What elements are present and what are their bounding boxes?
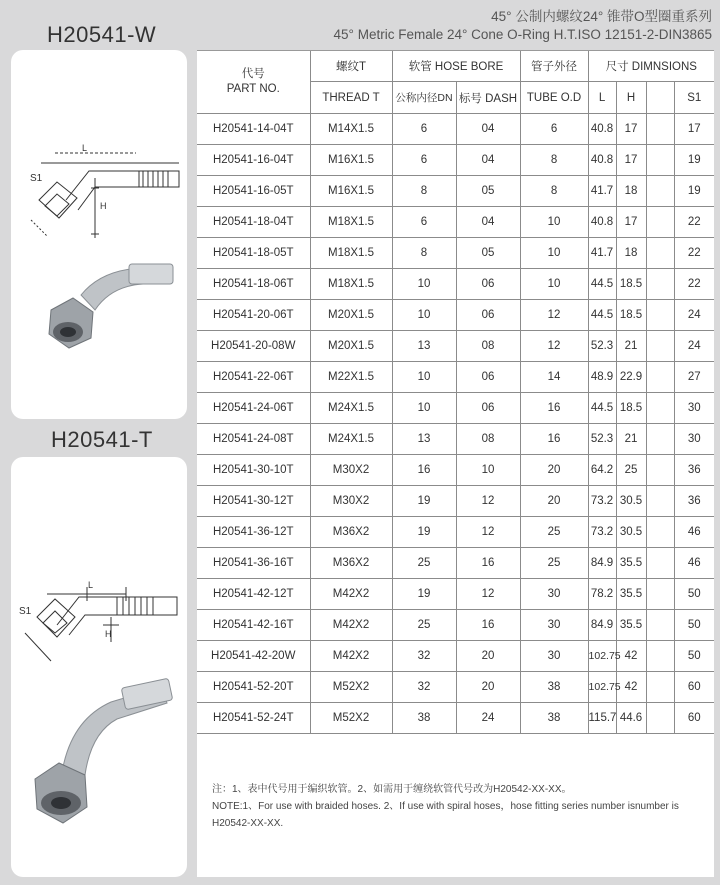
cell-h: 18.5 [616,300,646,331]
cell-l: 102.75 [588,672,616,703]
cell-blank [646,269,674,300]
cell-dash: 12 [456,579,520,610]
hose-bore-header: 软管 HOSE BORE [392,51,520,82]
cell-part: H20541-36-16T [197,548,310,579]
cell-dash: 08 [456,424,520,455]
cell-h: 44.6 [616,703,646,734]
cell-blank [646,672,674,703]
cell-blank [646,610,674,641]
cell-l: 73.2 [588,517,616,548]
table-row [197,393,714,424]
table-row [197,486,714,517]
dn-header: 公称内径DN [392,82,456,114]
cell-dash: 16 [456,610,520,641]
cell-thread: M36X2 [310,548,392,579]
table-row [197,269,714,300]
fitting-t-photo [35,678,173,823]
cell-dash: 06 [456,300,520,331]
cell-s1: 27 [674,362,714,393]
cell-l: 44.5 [588,393,616,424]
cell-part: H20541-42-20W [197,641,310,672]
cell-l: 41.7 [588,238,616,269]
cell-l: 115.7 [588,703,616,734]
diagram-t-l-label: L [88,580,94,590]
cell-blank [646,486,674,517]
cell-l: 84.9 [588,610,616,641]
cell-h: 17 [616,114,646,145]
h-header: H [616,82,646,114]
cell-s1: 17 [674,114,714,145]
spec-table-panel [197,50,714,877]
title-chinese: 45° 公制内螺纹24° 锥带O型圈重系列 [491,9,712,24]
cell-h: 18 [616,238,646,269]
cell-h: 17 [616,207,646,238]
model-t-panel [11,457,187,877]
cell-dn: 13 [392,331,456,362]
table-row [197,455,714,486]
cell-blank [646,455,674,486]
table-row [197,238,714,269]
cell-blank [646,393,674,424]
cell-s1: 36 [674,455,714,486]
cell-s1: 46 [674,548,714,579]
cell-thread: M18X1.5 [310,207,392,238]
cell-part: H20541-20-08W [197,331,310,362]
model-w-title: H20541-W [47,22,157,47]
cell-dash: 06 [456,393,520,424]
table-row [197,641,714,672]
cell-s1: 19 [674,176,714,207]
cell-l: 102.75 [588,641,616,672]
note-english-line1: NOTE:1、For use with braided hoses. 2、If use with spiral hoses，hose fitting series number isnumber is [212,801,679,812]
table-row [197,517,714,548]
note-chinese: 注：1、表中代号用于编织软管。2、如需用于缠绕软管代号改为H20542-XX-XX。 [212,784,572,795]
cell-dash: 08 [456,331,520,362]
cell-blank [646,424,674,455]
cell-part: H20541-24-06T [197,393,310,424]
cell-thread: M20X1.5 [310,331,392,362]
cell-h: 22.9 [616,362,646,393]
dimensions-header: 尺寸 DIMNSIONS [588,51,714,82]
cell-blank [646,207,674,238]
cell-tube: 12 [520,300,588,331]
diagram-t-s1-label: S1 [19,606,32,617]
cell-s1: 50 [674,579,714,610]
cell-tube: 8 [520,145,588,176]
cell-dash: 16 [456,548,520,579]
cell-h: 17 [616,145,646,176]
cell-dn: 8 [392,238,456,269]
cell-s1: 30 [674,424,714,455]
cell-tube: 20 [520,455,588,486]
cell-dash: 20 [456,641,520,672]
cell-h: 18.5 [616,269,646,300]
cell-part: H20541-14-04T [197,114,310,145]
thread-header-en: THREAD T [310,82,392,114]
cell-h: 30.5 [616,486,646,517]
table-row [197,176,714,207]
cell-thread: M52X2 [310,703,392,734]
cell-dn: 8 [392,176,456,207]
cell-part: H20541-18-04T [197,207,310,238]
cell-blank [646,362,674,393]
cell-thread: M22X1.5 [310,362,392,393]
cell-tube: 8 [520,176,588,207]
tube-header-en: TUBE O.D [520,82,588,114]
table-row [197,362,714,393]
diagram-t-h-label: H [105,629,112,639]
cell-tube: 10 [520,269,588,300]
cell-tube: 30 [520,579,588,610]
cell-part: H20541-52-20T [197,672,310,703]
cell-h: 35.5 [616,579,646,610]
cell-dn: 10 [392,393,456,424]
fitting-w-photo [49,264,173,348]
cell-s1: 19 [674,145,714,176]
cell-l: 84.9 [588,548,616,579]
cell-l: 64.2 [588,455,616,486]
cell-thread: M52X2 [310,672,392,703]
cell-l: 44.5 [588,269,616,300]
cell-thread: M20X1.5 [310,300,392,331]
l-header: L [588,82,616,114]
cell-part: H20541-30-10T [197,455,310,486]
cell-h: 42 [616,672,646,703]
cell-dash: 12 [456,486,520,517]
cell-dn: 32 [392,641,456,672]
cell-dn: 19 [392,486,456,517]
cell-thread: M42X2 [310,641,392,672]
cell-s1: 22 [674,238,714,269]
cell-dn: 13 [392,424,456,455]
cell-l: 40.8 [588,145,616,176]
cell-l: 52.3 [588,424,616,455]
diagram-w-s1-label: S1 [30,173,43,184]
cell-tube: 6 [520,114,588,145]
table-row [197,703,714,734]
spec-table [197,51,714,734]
cell-part: H20541-42-16T [197,610,310,641]
fitting-t-drawing [11,457,187,877]
cell-h: 35.5 [616,610,646,641]
cell-dash: 05 [456,238,520,269]
cell-s1: 50 [674,610,714,641]
cell-l: 48.9 [588,362,616,393]
cell-part: H20541-20-06T [197,300,310,331]
cell-h: 18 [616,176,646,207]
cell-s1: 46 [674,517,714,548]
cell-dn: 16 [392,455,456,486]
cell-blank [646,300,674,331]
cell-thread: M18X1.5 [310,238,392,269]
cell-h: 35.5 [616,548,646,579]
cell-blank [646,703,674,734]
page-header [334,8,712,44]
cell-dash: 24 [456,703,520,734]
table-row [197,300,714,331]
cell-h: 21 [616,331,646,362]
cell-s1: 22 [674,207,714,238]
cell-tube: 16 [520,424,588,455]
title-english: 45° Metric Female 24° Cone O-Ring H.T.ISO 12151-2-DIN3865 [333,27,712,42]
table-row [197,424,714,455]
cell-tube: 25 [520,517,588,548]
part-no-header-en: PART NO. [226,83,280,95]
cell-dash: 04 [456,114,520,145]
cell-dn: 38 [392,703,456,734]
cell-blank [646,641,674,672]
cell-blank [646,238,674,269]
table-row [197,579,714,610]
cell-thread: M24X1.5 [310,424,392,455]
table-row [197,207,714,238]
table-row [197,331,714,362]
cell-tube: 10 [520,238,588,269]
cell-s1: 50 [674,641,714,672]
model-t-title: H20541-T [51,427,153,452]
cell-part: H20541-16-05T [197,176,310,207]
cell-l: 78.2 [588,579,616,610]
thread-header-cn: 螺纹T [310,51,392,82]
cell-dn: 25 [392,610,456,641]
cell-s1: 30 [674,393,714,424]
cell-thread: M42X2 [310,610,392,641]
cell-tube: 38 [520,672,588,703]
cell-s1: 36 [674,486,714,517]
cell-thread: M16X1.5 [310,176,392,207]
cell-dn: 6 [392,207,456,238]
cell-dash: 05 [456,176,520,207]
diagram-w-h-label: H [100,201,107,211]
cell-dash: 06 [456,269,520,300]
cell-part: H20541-18-05T [197,238,310,269]
cell-thread: M30X2 [310,486,392,517]
cell-blank [646,579,674,610]
cell-blank [646,517,674,548]
cell-thread: M16X1.5 [310,145,392,176]
cell-l: 41.7 [588,176,616,207]
cell-thread: M30X2 [310,455,392,486]
cell-part: H20541-42-12T [197,579,310,610]
cell-dn: 19 [392,579,456,610]
cell-s1: 60 [674,703,714,734]
cell-blank [646,145,674,176]
table-row [197,114,714,145]
table-row [197,145,714,176]
part-no-header-cn: 代号 [241,68,265,80]
cell-tube: 20 [520,486,588,517]
cell-s1: 24 [674,300,714,331]
cell-l: 40.8 [588,114,616,145]
cell-dash: 06 [456,362,520,393]
cell-h: 25 [616,455,646,486]
cell-dash: 04 [456,207,520,238]
note-english-line2: H20542-XX-XX. [212,818,284,829]
cell-blank [646,331,674,362]
cell-dn: 6 [392,114,456,145]
notes [212,781,707,832]
cell-dn: 19 [392,517,456,548]
cell-thread: M18X1.5 [310,269,392,300]
cell-h: 42 [616,641,646,672]
cell-part: H20541-22-06T [197,362,310,393]
cell-thread: M36X2 [310,517,392,548]
table-row [197,672,714,703]
table-row [197,548,714,579]
cell-part: H20541-52-24T [197,703,310,734]
cell-tube: 16 [520,393,588,424]
cell-part: H20541-24-08T [197,424,310,455]
cell-l: 44.5 [588,300,616,331]
cell-dn: 10 [392,269,456,300]
cell-l: 40.8 [588,207,616,238]
cell-part: H20541-16-04T [197,145,310,176]
cell-dn: 6 [392,145,456,176]
cell-l: 73.2 [588,486,616,517]
cell-tube: 30 [520,610,588,641]
cell-dash: 12 [456,517,520,548]
cell-h: 30.5 [616,517,646,548]
diagram-w-l-label: L [82,143,88,153]
cell-dash: 10 [456,455,520,486]
blank-header [646,82,674,114]
cell-dash: 20 [456,672,520,703]
model-w-panel [11,50,187,419]
cell-thread: M14X1.5 [310,114,392,145]
cell-s1: 24 [674,331,714,362]
cell-dn: 32 [392,672,456,703]
table-row [197,610,714,641]
cell-s1: 22 [674,269,714,300]
cell-tube: 12 [520,331,588,362]
cell-blank [646,176,674,207]
cell-tube: 30 [520,641,588,672]
part-no-header [197,51,310,114]
cell-tube: 38 [520,703,588,734]
cell-dash: 04 [456,145,520,176]
cell-dn: 25 [392,548,456,579]
cell-part: H20541-18-06T [197,269,310,300]
cell-thread: M24X1.5 [310,393,392,424]
cell-part: H20541-36-12T [197,517,310,548]
cell-tube: 25 [520,548,588,579]
cell-blank [646,114,674,145]
cell-blank [646,548,674,579]
cell-tube: 14 [520,362,588,393]
cell-thread: M42X2 [310,579,392,610]
cell-dn: 10 [392,362,456,393]
cell-s1: 60 [674,672,714,703]
cell-part: H20541-30-12T [197,486,310,517]
dash-header: 标号 DASH [456,82,520,114]
cell-l: 52.3 [588,331,616,362]
tube-header-cn: 管子外径 [520,51,588,82]
cell-dn: 10 [392,300,456,331]
cell-tube: 10 [520,207,588,238]
cell-h: 18.5 [616,393,646,424]
cell-h: 21 [616,424,646,455]
s1-header: S1 [674,82,714,114]
fitting-w-drawing [11,50,187,419]
